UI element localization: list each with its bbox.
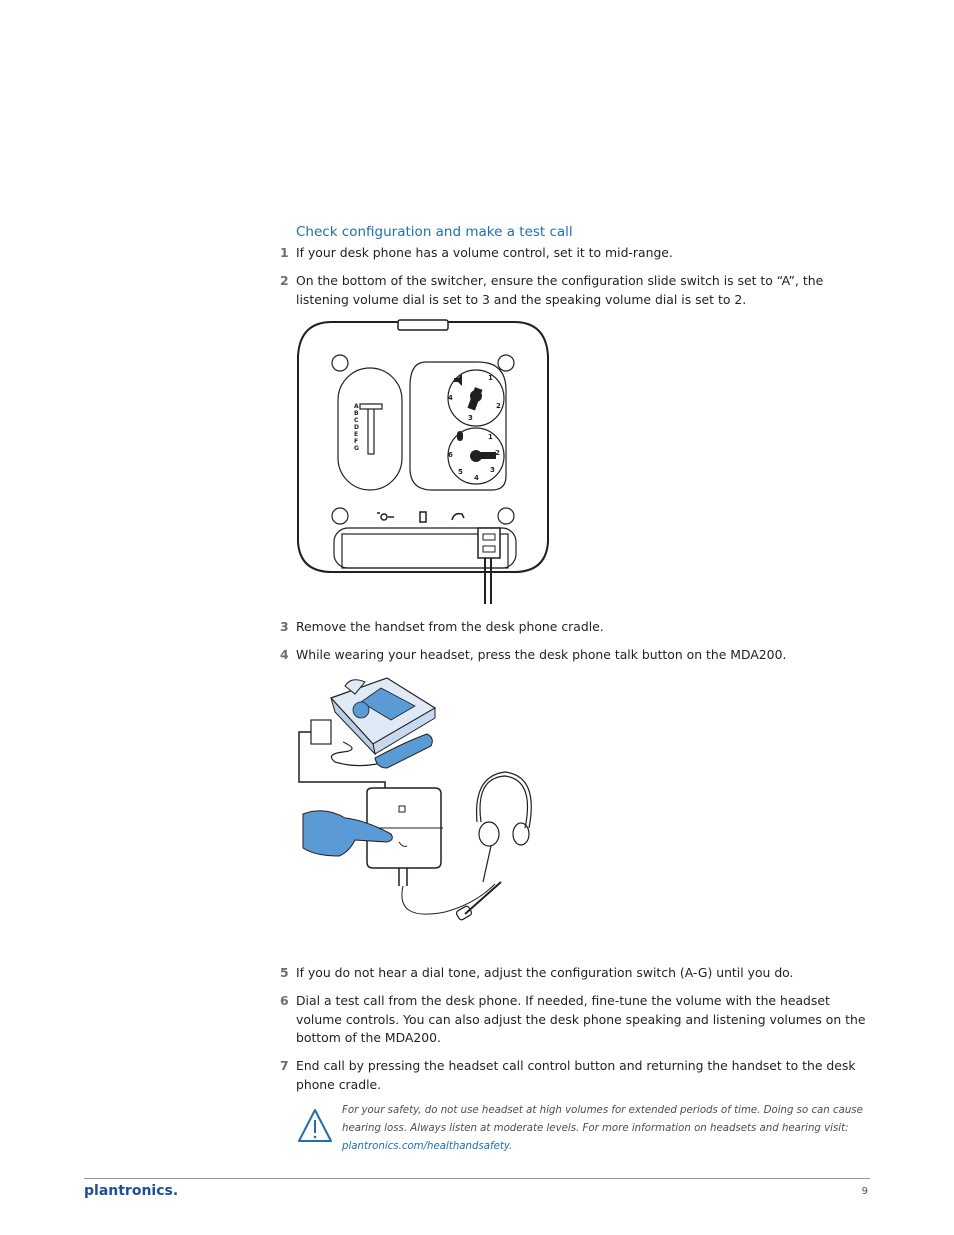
dial-number: 2: [495, 449, 500, 457]
step-1: [280, 244, 870, 263]
step-text: While wearing your headset, press the desk phone talk button on the MDA200.: [296, 647, 787, 662]
phone-jack: [311, 720, 331, 744]
warning-text: For your safety, do not use headset at high volumes for extended periods of time. Doing so can cause hearing loss. Always listen at moderate levels. For more information on headsets and hearing visit:: [342, 1105, 863, 1134]
dial-number: 3: [468, 414, 473, 422]
step-7: [280, 1057, 870, 1094]
switcher-bottom-illustration: [292, 316, 554, 606]
step-6: [280, 992, 870, 1048]
step-text: End call by pressing the headset call control button and returning the handset to the desk phone cradle.: [296, 1058, 856, 1092]
switch-letter: A: [354, 403, 359, 410]
dial-number: 3: [490, 466, 495, 474]
dial-number: 4: [474, 474, 479, 482]
dial-number: 1: [488, 374, 493, 382]
test-call-illustration: [295, 672, 535, 938]
step-number: 2: [280, 273, 289, 288]
microphone-icon: [457, 431, 463, 441]
switch-letter: G: [354, 445, 359, 452]
plantronics-logo: plantronics.: [84, 1183, 179, 1199]
step-text: Dial a test call from the desk phone. If needed, fine-tune the volume with the headset volume controls. You can also adjust the desk phone speaking and listening volumes on the bottom of the MDA200.: [296, 993, 866, 1045]
step-2: [280, 272, 870, 309]
step-number: 6: [280, 993, 289, 1008]
step-text: If you do not hear a dial tone, adjust the configuration switch (A-G) until you do.: [296, 965, 794, 980]
step-3: [280, 618, 870, 637]
footer-divider: [84, 1178, 870, 1179]
section-heading: Check configuration and make a test call: [296, 224, 573, 240]
page-number: 9: [861, 1186, 868, 1197]
step-number: 3: [280, 619, 289, 634]
switch-letters: [354, 403, 359, 452]
switch-letter: B: [354, 410, 359, 417]
switch-letter: C: [354, 417, 359, 424]
warning-triangle-icon: [297, 1108, 333, 1144]
health-safety-link[interactable]: plantronics.com/healthandsafety.: [342, 1141, 513, 1152]
dial-number: 5: [458, 468, 463, 476]
desk-phone: [331, 678, 435, 768]
dial-number: 1: [488, 433, 493, 441]
headset: [455, 772, 531, 921]
switch-letter: F: [354, 438, 359, 445]
switch-letter: D: [354, 424, 359, 431]
dial-number: 2: [496, 402, 501, 410]
port-icons: [377, 512, 464, 522]
mda200-switcher: [365, 788, 495, 914]
listening-volume-dial: [448, 374, 501, 422]
step-text: Remove the handset from the desk phone cradle.: [296, 619, 604, 634]
step-number: 7: [280, 1058, 289, 1073]
dial-number: 6: [448, 451, 453, 459]
step-number: 1: [280, 245, 289, 260]
step-4: [280, 646, 870, 665]
step-text: If your desk phone has a volume control, set it to mid-range.: [296, 245, 673, 260]
switch-letter: E: [354, 431, 359, 438]
safety-warning: [342, 1102, 872, 1156]
speaking-volume-dial: [448, 431, 500, 482]
dial-number: 4: [448, 394, 453, 402]
step-number: 4: [280, 647, 289, 662]
step-text: On the bottom of the switcher, ensure the configuration slide switch is set to “A”, the listening volume dial is set to 3 and the speaking volume dial is set to 2.: [296, 273, 824, 307]
step-number: 5: [280, 965, 289, 980]
step-5: [280, 964, 870, 983]
